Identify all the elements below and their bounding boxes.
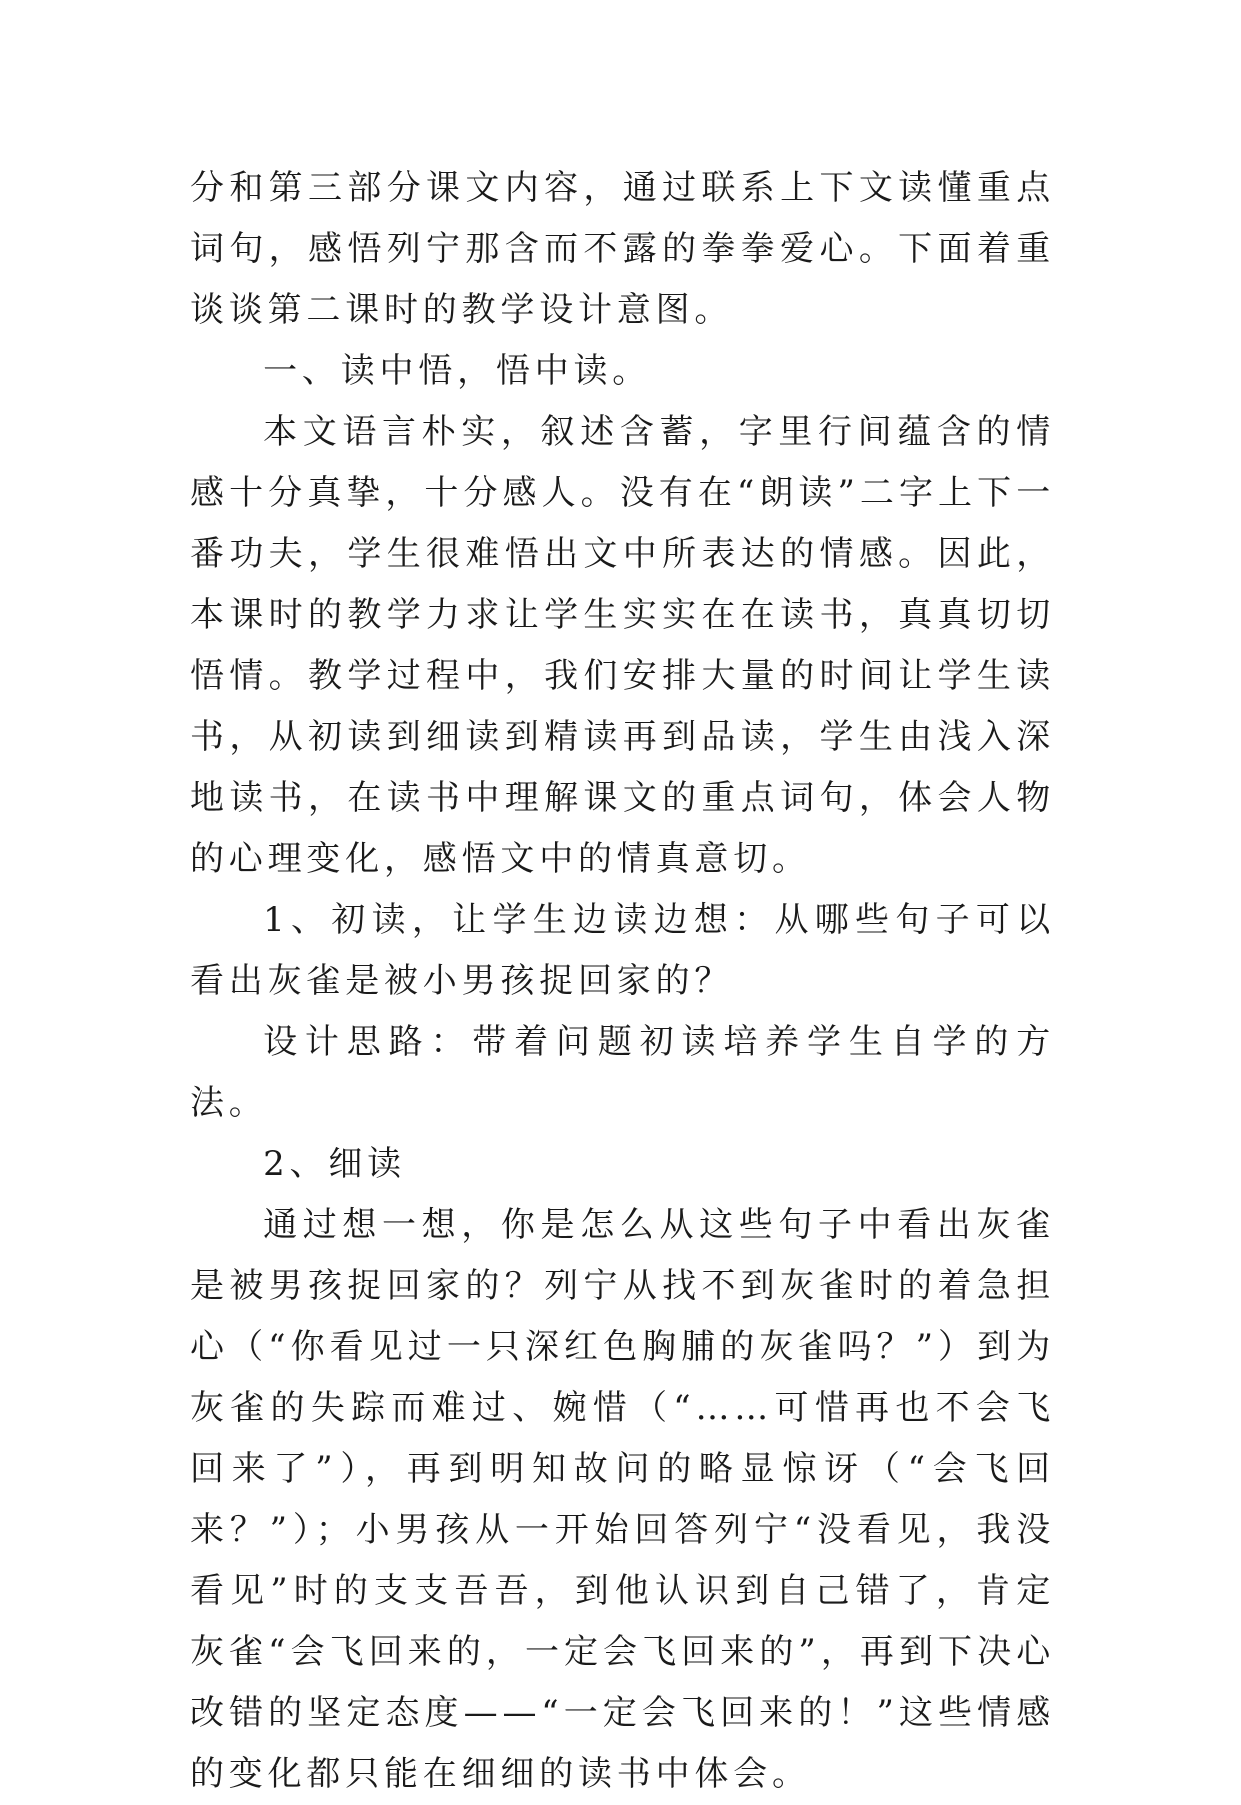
section-heading-read-and-understand: 一、读中悟，悟中读。 — [263, 351, 652, 391]
paragraph-close-reading-detail: 通过想一想，你是怎么从这些句子中看出灰雀是被男孩捉回家的？列宁从找不到灰雀时的着急担心（“你看见过一只深红色胸脯的灰雀吗？”）到为灰雀的失踪而难过、婉惜（“……可惜再也不会飞回来了”），再到明知故问的略显惊讶（“会飞回来？”）；小男孩从一开始回答列宁“没看见，我没看见”时的支支吾吾，到他认识到自己错了，肯定灰雀“会飞回来的，一定会飞回来的”，再到下决心改错的坚定态度——“一定会飞回来的！”这些情感的变化都只能在细细的读书中体会。 — [190, 1205, 1055, 1794]
step-close-reading: 2、细读 — [263, 1144, 406, 1184]
design-idea: 设计思路：带着问题初读培养学生自学的方法。 — [190, 1022, 1055, 1123]
paragraph-reading-emphasis: 本文语言朴实，叙述含蓄，字里行间蕴含的情感十分真挚，十分感人。没有在“朗读”二字上下一番功夫，学生很难悟出文中所表达的情感。因此，本课时的教学力求让学生实实在在读书，真真切切悟情。教学过程中，我们安排大量的时间让学生读书，从初读到细读到精读再到品读，学生由浅入深地读书，在读书中理解课文的重点词句，体会人物的心理变化，感悟文中的情真意切。 — [190, 412, 1055, 879]
document-body — [190, 158, 1055, 1805]
step-first-reading: 1、初读，让学生边读边想：从哪些句子可以看出灰雀是被小男孩捉回家的？ — [190, 900, 1055, 1001]
paragraph-continuation: 分和第三部分课文内容，通过联系上下文读懂重点词句，感悟列宁那含而不露的拳拳爱心。下面着重谈谈第二课时的教学设计意图。 — [190, 168, 1055, 330]
